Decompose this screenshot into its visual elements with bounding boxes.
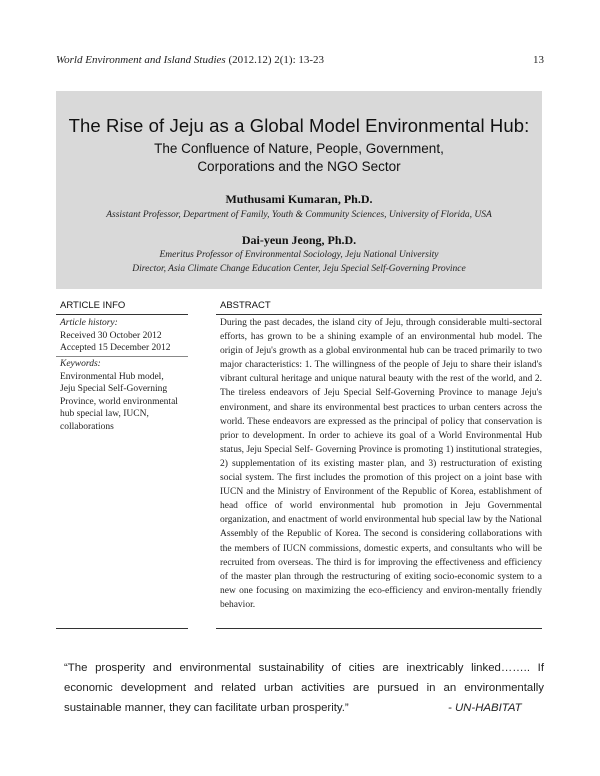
affiliation-line: Director, Asia Climate Change Education Center, Jeju Special Self-Governing Province	[132, 264, 466, 274]
journal-citation: (2012.12) 2(1): 13-23	[228, 54, 325, 66]
keyword-line: hub special law, IUCN,	[60, 409, 149, 420]
divider	[216, 314, 542, 315]
title-block	[56, 91, 542, 289]
affiliation-line: Emeritus Professor of Environmental Sociology, Jeju National University	[159, 250, 439, 260]
divider	[56, 314, 188, 315]
page-number: 13	[533, 54, 544, 66]
keyword-line: Jeju Special Self-Governing	[60, 384, 168, 395]
article-info-heading: ARTICLE INFO	[60, 300, 126, 311]
epigraph-attribution: - UN-HABITAT	[448, 702, 522, 714]
author-affiliation	[56, 208, 542, 222]
accepted-date: Accepted 15 December 2012	[60, 343, 171, 354]
keyword-line: collaborations	[60, 421, 114, 432]
journal-name: World Environment and Island Studies	[56, 54, 226, 66]
received-date: Received 30 October 2012	[60, 330, 162, 341]
divider	[56, 356, 188, 357]
paper-subtitle	[56, 140, 542, 176]
affiliation-line: Assistant Professor, Department of Family, Youth & Community Sciences, University of Florida, USA	[106, 210, 492, 220]
author-name: Muthusami Kumaran, Ph.D.	[225, 192, 373, 206]
subtitle-line: Corporations and the NGO Sector	[197, 159, 401, 174]
divider	[216, 628, 542, 629]
abstract-heading: ABSTRACT	[220, 300, 271, 311]
history-label: Article history:	[60, 318, 118, 328]
subtitle-line: The Confluence of Nature, People, Government,	[154, 141, 444, 156]
author-affiliation	[56, 248, 542, 276]
abstract-text: During the past decades, the island city of Jeju, through considerable multi-sectoral efforts, has grown to be a shining example of an environmental hub model. The origin of Jeju's growth as a global environmental hub can be traced primarily to two major characteristics: 1. The willingness of the people of Jeju to share their island's vibrant cultural heritage and unique natural beauty with the rest of the world, and 2. The tireless endeavors of Jeju Special Self-Governing Province to manage Jeju's environment, and share its environmental best practices to urban centers across the world. These endeavors are expressed as the principal of policy that conservation is prior to development. In order to achieve its goal of a World Environmental Hub status, Jeju Special Self- Governing Province is promoting 1) institutional strategies, 2) supplementation of its existing master plan, and 3) restructuration of existing social system. The first includes the promotion of this project on a joint base with IUCN and the Ministry of Environment of the Republic of Korea, establishment of head office of world environmental hub promotion in Jeju Governmental organization, and enactment of world environmental hub special law by the National Assembly of the Republic of Korea. The second is considering collaborations with the members of IUCN commissions, domestic experts, and consultants who will be recruited from overseas. The third is for improving the effectiveness and efficiency of the master plan through the restructuring of exiting socio-economic system to a new one focusing on maximizing the eco-efficiency and environ-mentally friendly behavior.	[220, 318, 542, 610]
keyword-line: Province, world environmental	[60, 396, 178, 407]
keyword-line: Environmental Hub model,	[60, 371, 164, 382]
divider	[56, 628, 188, 629]
paper-title: The Rise of Jeju as a Global Model Environmental Hub:	[68, 115, 530, 136]
keywords-block	[60, 358, 188, 434]
keywords-label: Keywords:	[60, 359, 101, 369]
author-name: Dai-yeun Jeong, Ph.D.	[241, 233, 357, 247]
running-head	[56, 54, 324, 66]
epigraph-quote: “The prosperity and environmental sustainability of cities are inextricably linked…….. If economic development and related urban activities are pursued in an environmentally sustainable manner, they can facilitate urban prosperity.”	[64, 662, 544, 714]
article-history	[60, 317, 188, 355]
